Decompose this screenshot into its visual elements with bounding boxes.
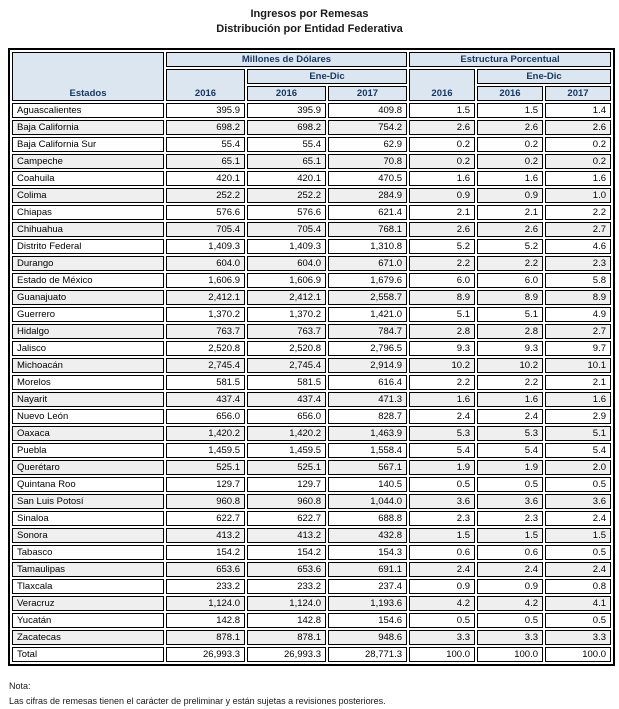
value-cell: 0.9 (477, 188, 543, 203)
value-cell: 0.5 (545, 613, 611, 628)
value-cell: 1,044.0 (328, 494, 407, 509)
value-cell: 10.2 (409, 358, 475, 373)
state-name-cell: Yucatán (12, 613, 164, 628)
state-name-cell: Sonora (12, 528, 164, 543)
column-header-mdd-enedic-2016: 2016 (247, 86, 326, 101)
value-cell: 1,409.3 (166, 239, 245, 254)
value-cell: 154.3 (328, 545, 407, 560)
value-cell: 10.1 (545, 358, 611, 373)
value-cell: 2.3 (545, 256, 611, 271)
value-cell: 142.8 (166, 613, 245, 628)
table-row (12, 256, 611, 271)
column-header-pct-enedic: Ene-Dic (477, 69, 611, 84)
state-name-cell: Chihuahua (12, 222, 164, 237)
value-cell: 2.7 (545, 222, 611, 237)
value-cell: 1.4 (545, 103, 611, 118)
value-cell: 0.9 (477, 579, 543, 594)
value-cell: 2.1 (545, 375, 611, 390)
table-header (12, 52, 611, 101)
table-row (12, 120, 611, 135)
value-cell: 1.6 (477, 392, 543, 407)
value-cell: 5.2 (409, 239, 475, 254)
value-cell: 1.6 (545, 171, 611, 186)
value-cell: 5.8 (545, 273, 611, 288)
state-name-cell: Aguascalientes (12, 103, 164, 118)
column-header-pct-enedic-2017: 2017 (545, 86, 611, 101)
table-row (12, 562, 611, 577)
value-cell: 1,310.8 (328, 239, 407, 254)
value-cell: 1,558.4 (328, 443, 407, 458)
value-cell: 100.0 (409, 647, 475, 662)
table-row (12, 392, 611, 407)
state-name-cell: Nayarit (12, 392, 164, 407)
value-cell: 4.1 (545, 596, 611, 611)
value-cell: 4.2 (409, 596, 475, 611)
value-cell: 2.4 (545, 511, 611, 526)
value-cell: 1,459.5 (166, 443, 245, 458)
state-name-cell: Jalisco (12, 341, 164, 356)
value-cell: 2.4 (409, 409, 475, 424)
page-subtitle: Distribución por Entidad Federativa (216, 23, 403, 35)
state-name-cell: Hidalgo (12, 324, 164, 339)
value-cell: 395.9 (166, 103, 245, 118)
value-cell: 28,771.3 (328, 647, 407, 662)
value-cell: 525.1 (166, 460, 245, 475)
value-cell: 621.4 (328, 205, 407, 220)
value-cell: 3.6 (409, 494, 475, 509)
column-header-estados: Estados (12, 52, 164, 101)
value-cell: 2.6 (409, 222, 475, 237)
value-cell: 2.6 (545, 120, 611, 135)
value-cell: 2,412.1 (166, 290, 245, 305)
value-cell: 656.0 (247, 409, 326, 424)
value-cell: 581.5 (166, 375, 245, 390)
value-cell: 100.0 (545, 647, 611, 662)
value-cell: 142.8 (247, 613, 326, 628)
table-row (12, 426, 611, 441)
value-cell: 5.4 (477, 443, 543, 458)
value-cell: 432.8 (328, 528, 407, 543)
table-row (12, 222, 611, 237)
value-cell: 2.3 (409, 511, 475, 526)
page-title: Ingresos por Remesas (250, 8, 369, 20)
column-group-estructura-porcentual: Estructura Porcentual (409, 52, 611, 67)
value-cell: 604.0 (247, 256, 326, 271)
table-row (12, 154, 611, 169)
value-cell: 1,124.0 (247, 596, 326, 611)
state-name-cell: Zacatecas (12, 630, 164, 645)
value-cell: 1.5 (409, 103, 475, 118)
state-name-cell: Michoacán (12, 358, 164, 373)
value-cell: 0.5 (477, 477, 543, 492)
value-cell: 5.3 (409, 426, 475, 441)
value-cell: 233.2 (166, 579, 245, 594)
value-cell: 0.2 (477, 137, 543, 152)
value-cell: 1.5 (477, 528, 543, 543)
value-cell: 622.7 (247, 511, 326, 526)
footnote-block (9, 679, 619, 709)
value-cell: 140.5 (328, 477, 407, 492)
value-cell: 1.6 (477, 171, 543, 186)
value-cell: 671.0 (328, 256, 407, 271)
value-cell: 26,993.3 (247, 647, 326, 662)
value-cell: 0.9 (409, 579, 475, 594)
value-cell: 2.8 (409, 324, 475, 339)
value-cell: 948.6 (328, 630, 407, 645)
value-cell: 2,412.1 (247, 290, 326, 305)
remittances-table (8, 48, 615, 666)
value-cell: 2.6 (477, 120, 543, 135)
value-cell: 437.4 (247, 392, 326, 407)
value-cell: 622.7 (166, 511, 245, 526)
value-cell: 62.9 (328, 137, 407, 152)
state-name-cell: Quintana Roo (12, 477, 164, 492)
column-header-mdd-2016: 2016 (166, 69, 245, 101)
value-cell: 5.1 (545, 426, 611, 441)
value-cell: 1,420.2 (166, 426, 245, 441)
value-cell: 65.1 (166, 154, 245, 169)
table-row (12, 290, 611, 305)
value-cell: 3.6 (477, 494, 543, 509)
value-cell: 5.4 (409, 443, 475, 458)
state-name-cell: Chiapas (12, 205, 164, 220)
value-cell: 413.2 (247, 528, 326, 543)
state-name-cell: Morelos (12, 375, 164, 390)
value-cell: 763.7 (247, 324, 326, 339)
value-cell: 395.9 (247, 103, 326, 118)
state-name-cell: Guerrero (12, 307, 164, 322)
value-cell: 0.5 (545, 545, 611, 560)
value-cell: 616.4 (328, 375, 407, 390)
value-cell: 1,370.2 (166, 307, 245, 322)
state-name-cell: Veracruz (12, 596, 164, 611)
value-cell: 2.3 (477, 511, 543, 526)
table-row (12, 477, 611, 492)
value-cell: 784.7 (328, 324, 407, 339)
state-name-cell: Estado de México (12, 273, 164, 288)
value-cell: 237.4 (328, 579, 407, 594)
value-cell: 1,463.9 (328, 426, 407, 441)
value-cell: 960.8 (247, 494, 326, 509)
table-row (12, 511, 611, 526)
value-cell: 0.2 (409, 154, 475, 169)
column-header-mdd-enedic: Ene-Dic (247, 69, 407, 84)
value-cell: 1.0 (545, 188, 611, 203)
value-cell: 0.5 (545, 477, 611, 492)
value-cell: 1,679.6 (328, 273, 407, 288)
state-name-cell: Guanajuato (12, 290, 164, 305)
table-row (12, 409, 611, 424)
value-cell: 576.6 (247, 205, 326, 220)
value-cell: 55.4 (247, 137, 326, 152)
value-cell: 471.3 (328, 392, 407, 407)
table-row (12, 579, 611, 594)
value-cell: 1,370.2 (247, 307, 326, 322)
value-cell: 763.7 (166, 324, 245, 339)
table-row (12, 307, 611, 322)
value-cell: 252.2 (247, 188, 326, 203)
value-cell: 70.8 (328, 154, 407, 169)
value-cell: 4.2 (477, 596, 543, 611)
value-cell: 0.6 (477, 545, 543, 560)
table-row (12, 545, 611, 560)
value-cell: 55.4 (166, 137, 245, 152)
value-cell: 252.2 (166, 188, 245, 203)
value-cell: 2.7 (545, 324, 611, 339)
value-cell: 5.4 (545, 443, 611, 458)
table-row (12, 460, 611, 475)
value-cell: 233.2 (247, 579, 326, 594)
table-row (12, 494, 611, 509)
value-cell: 154.2 (247, 545, 326, 560)
table-body (12, 103, 611, 662)
value-cell: 6.0 (477, 273, 543, 288)
value-cell: 8.9 (545, 290, 611, 305)
note-label: Nota: (9, 681, 31, 691)
note-text: Las cifras de remesas tienen el carácter de preliminar y están sujetas a revisiones posteriores. (9, 696, 386, 706)
value-cell: 129.7 (166, 477, 245, 492)
value-cell: 653.6 (247, 562, 326, 577)
value-cell: 2.9 (545, 409, 611, 424)
value-cell: 0.2 (545, 137, 611, 152)
value-cell: 154.2 (166, 545, 245, 560)
state-name-cell: Coahuila (12, 171, 164, 186)
value-cell: 4.9 (545, 307, 611, 322)
value-cell: 2.1 (477, 205, 543, 220)
value-cell: 1,459.5 (247, 443, 326, 458)
value-cell: 437.4 (166, 392, 245, 407)
value-cell: 1.9 (477, 460, 543, 475)
value-cell: 5.1 (477, 307, 543, 322)
value-cell: 3.6 (545, 494, 611, 509)
column-header-pct-enedic-2016: 2016 (477, 86, 543, 101)
value-cell: 581.5 (247, 375, 326, 390)
table-row (12, 528, 611, 543)
value-cell: 878.1 (166, 630, 245, 645)
value-cell: 65.1 (247, 154, 326, 169)
table-row (12, 443, 611, 458)
value-cell: 8.9 (409, 290, 475, 305)
state-name-cell: Tlaxcala (12, 579, 164, 594)
value-cell: 2,914.9 (328, 358, 407, 373)
value-cell: 1.5 (409, 528, 475, 543)
value-cell: 100.0 (477, 647, 543, 662)
value-cell: 413.2 (166, 528, 245, 543)
table-row (12, 596, 611, 611)
value-cell: 2.4 (477, 562, 543, 577)
value-cell: 698.2 (247, 120, 326, 135)
table-row (12, 171, 611, 186)
state-name-cell: Baja California Sur (12, 137, 164, 152)
total-row (12, 647, 611, 662)
value-cell: 1,420.2 (247, 426, 326, 441)
value-cell: 1,409.3 (247, 239, 326, 254)
value-cell: 604.0 (166, 256, 245, 271)
header-row-groups (12, 52, 611, 67)
value-cell: 5.2 (477, 239, 543, 254)
value-cell: 2.4 (477, 409, 543, 424)
value-cell: 9.3 (409, 341, 475, 356)
value-cell: 1,606.9 (247, 273, 326, 288)
value-cell: 878.1 (247, 630, 326, 645)
value-cell: 525.1 (247, 460, 326, 475)
table-row (12, 358, 611, 373)
value-cell: 1.6 (545, 392, 611, 407)
value-cell: 1.9 (409, 460, 475, 475)
value-cell: 420.1 (247, 171, 326, 186)
value-cell: 129.7 (247, 477, 326, 492)
value-cell: 3.3 (545, 630, 611, 645)
state-name-cell: San Luis Potosí (12, 494, 164, 509)
table-row (12, 375, 611, 390)
value-cell: 656.0 (166, 409, 245, 424)
value-cell: 1.6 (409, 392, 475, 407)
value-cell: 2,520.8 (247, 341, 326, 356)
value-cell: 576.6 (166, 205, 245, 220)
value-cell: 2.4 (409, 562, 475, 577)
value-cell: 5.1 (409, 307, 475, 322)
table-row (12, 324, 611, 339)
value-cell: 0.2 (409, 137, 475, 152)
value-cell: 567.1 (328, 460, 407, 475)
table-row (12, 630, 611, 645)
title-block (0, 0, 619, 37)
value-cell: 2.0 (545, 460, 611, 475)
value-cell: 0.6 (409, 545, 475, 560)
value-cell: 705.4 (166, 222, 245, 237)
value-cell: 0.2 (477, 154, 543, 169)
state-name-cell: Tabasco (12, 545, 164, 560)
value-cell: 2.4 (545, 562, 611, 577)
value-cell: 2.8 (477, 324, 543, 339)
value-cell: 420.1 (166, 171, 245, 186)
state-name-cell: Durango (12, 256, 164, 271)
value-cell: 2.2 (477, 256, 543, 271)
state-name-cell: Sinaloa (12, 511, 164, 526)
value-cell: 0.5 (477, 613, 543, 628)
column-header-pct-2016: 2016 (409, 69, 475, 101)
value-cell: 2.6 (409, 120, 475, 135)
table-row (12, 613, 611, 628)
value-cell: 284.9 (328, 188, 407, 203)
column-group-millones-dolares: Millones de Dólares (166, 52, 407, 67)
state-name-cell: Campeche (12, 154, 164, 169)
state-name-cell: Nuevo León (12, 409, 164, 424)
value-cell: 688.8 (328, 511, 407, 526)
state-name-cell: Colima (12, 188, 164, 203)
value-cell: 2.2 (409, 375, 475, 390)
column-header-mdd-enedic-2017: 2017 (328, 86, 407, 101)
value-cell: 0.8 (545, 579, 611, 594)
value-cell: 6.0 (409, 273, 475, 288)
value-cell: 768.1 (328, 222, 407, 237)
value-cell: 1,193.6 (328, 596, 407, 611)
value-cell: 705.4 (247, 222, 326, 237)
value-cell: 1.5 (477, 103, 543, 118)
value-cell: 1,124.0 (166, 596, 245, 611)
table-row (12, 341, 611, 356)
value-cell: 828.7 (328, 409, 407, 424)
value-cell: 0.5 (409, 613, 475, 628)
value-cell: 2,558.7 (328, 290, 407, 305)
state-name-cell: Puebla (12, 443, 164, 458)
value-cell: 698.2 (166, 120, 245, 135)
value-cell: 2,796.5 (328, 341, 407, 356)
state-name-cell: Querétaro (12, 460, 164, 475)
value-cell: 0.9 (409, 188, 475, 203)
value-cell: 3.3 (477, 630, 543, 645)
table-row (12, 137, 611, 152)
value-cell: 0.5 (409, 477, 475, 492)
value-cell: 960.8 (166, 494, 245, 509)
value-cell: 8.9 (477, 290, 543, 305)
state-name-cell: Tamaulipas (12, 562, 164, 577)
value-cell: 691.1 (328, 562, 407, 577)
value-cell: 5.3 (477, 426, 543, 441)
table-row (12, 103, 611, 118)
table-row (12, 188, 611, 203)
state-name-cell: Distrito Federal (12, 239, 164, 254)
table-row (12, 205, 611, 220)
value-cell: 3.3 (409, 630, 475, 645)
value-cell: 1,606.9 (166, 273, 245, 288)
value-cell: 2.2 (545, 205, 611, 220)
value-cell: 1,421.0 (328, 307, 407, 322)
value-cell: 409.8 (328, 103, 407, 118)
value-cell: 9.3 (477, 341, 543, 356)
value-cell: 754.2 (328, 120, 407, 135)
value-cell: 2,520.8 (166, 341, 245, 356)
table-row (12, 239, 611, 254)
value-cell: 2.2 (477, 375, 543, 390)
state-name-cell: Baja California (12, 120, 164, 135)
table-row (12, 273, 611, 288)
value-cell: 4.6 (545, 239, 611, 254)
value-cell: 26,993.3 (166, 647, 245, 662)
value-cell: 470.5 (328, 171, 407, 186)
state-name-cell: Oaxaca (12, 426, 164, 441)
value-cell: 0.2 (545, 154, 611, 169)
value-cell: 2.6 (477, 222, 543, 237)
value-cell: 154.6 (328, 613, 407, 628)
value-cell: 653.6 (166, 562, 245, 577)
state-name-cell: Total (12, 647, 164, 662)
value-cell: 9.7 (545, 341, 611, 356)
value-cell: 2,745.4 (247, 358, 326, 373)
value-cell: 1.6 (409, 171, 475, 186)
value-cell: 2,745.4 (166, 358, 245, 373)
value-cell: 1.5 (545, 528, 611, 543)
value-cell: 2.2 (409, 256, 475, 271)
value-cell: 10.2 (477, 358, 543, 373)
value-cell: 2.1 (409, 205, 475, 220)
